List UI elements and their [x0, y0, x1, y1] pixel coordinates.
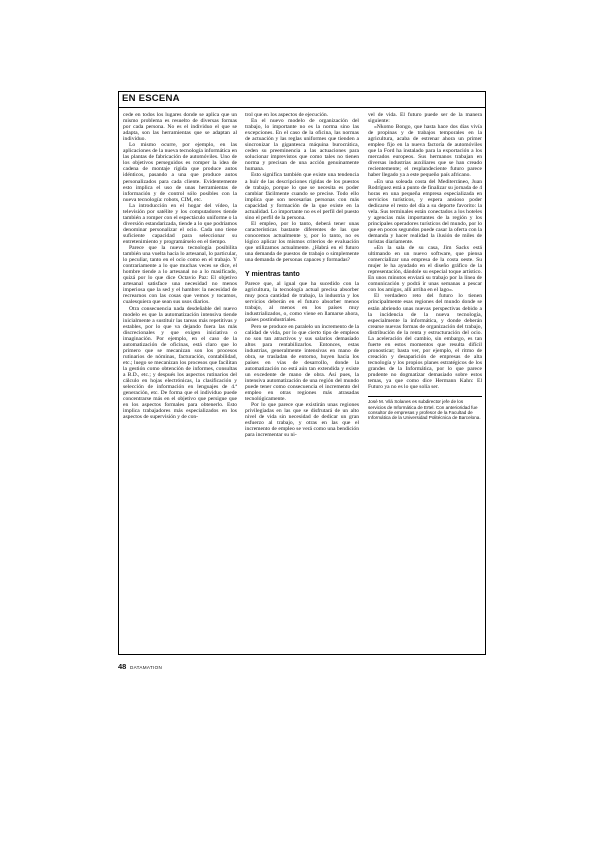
author-note: José M. Vilá Solanes es subdirector jefe de los servicios de Informática de Ertel. Con anterioridad fue consultor de empresas y profesor de la Facultad de Informática de la Universidad Politécnica de Barcelona.	[368, 396, 482, 421]
paragraph: »En una soleada costa del Mediterráneo, Juan Rodríguez está a punto de finalizar su jornada de 4 horas en una pequeña empresa especializada en servicios turísticos, y espera ansioso poder dedicarse el resto del día a su deporte favorito: la vela. Sus terminales están conectados a los hoteles y agencias más importantes de la región y los principales operadores turísticos del mundo, por lo que en pocos segundos puede casar la oferta con la demanda y hacer realidad la ilusión de miles de turistas diariamente.	[368, 178, 482, 245]
paragraph: Parece que, al igual que ha sucedido con la agricultura, la tecnología actual precisa absorber muy poca cantidad de trabajo, la industria y los servicios deberán en el futuro absorber menos trabajo, al menos en los países muy industrializados, o, como viene en llamarse ahora, países postindustriales.	[245, 281, 359, 324]
paragraph: Parece que la nueva tecnología posibilita también una vuelta hacia lo artesanal, lo particular, lo peculiar, tanto en el ocio como en el trabajo. Y contrariamente a lo que muchas veces se dice, el hombre tiende a lo artesanal no a lo masificado, quizá por lo que dice Octavio Paz: El objetivo artesanal satisface una necesidad no menos imperiosa que la sed y el hambre: la necesidad de recrearnos con las cosas que vemos y tocamos, cualesquiera que sean sus usos diarios.	[123, 245, 237, 306]
paragraph: cede en todos los lugares donde se aplica que un mismo problema es resuelto de diversas formas por cada persona. No es el individuo el que se adapta, son las herramientas que se adaptan al individuo.	[123, 112, 237, 143]
text-column-2	[245, 112, 359, 652]
subheading: Y mientras tanto	[245, 271, 300, 279]
text-column-1	[123, 112, 237, 652]
page-number: 48	[118, 662, 127, 671]
page-footer	[118, 662, 162, 671]
paragraph: »En la sala de su casa, Jim Sacks está ultimando en un nuevo software, que piensa comercializar una empresa de la costa oeste. Su mujer le ha ayudado en el diseño gráfico de la representación, dándole su especial toque artístico. En unos minutos enviará su trabajo por la línea de comunicación y podrá ir unas semanas a pescar con los amigos, allí arriba en el lago».	[368, 245, 482, 294]
paragraph: Pero se produce en paralelo un incremento de la calidad de vida, por lo que cierto tipo de empleos no son tan atractivos y sus salarios demasiado altos para rentabilizarlos. Entonces, estas industrias, generalmente intensivas en mano de obra, se trasladan de entorno, huyen hacia los países en vías de desarrollo, donde la automatización no está aún tan extendida y existe un excedente de mano de obra. Así pues, la intensiva automatización de una región del mundo puede tener como consecuencia el incremento del empleo en otras regiones más atrasadas tecnológicamente.	[245, 323, 359, 403]
paragraph: Por lo que parece que existirán unas regiones privilegiadas en las que se disfrutará de un alto nivel de vida sin necesidad de dedicar un gran esfuerzo al trabajo, y otras en las que el incremento de empleo se verá como una bendición para incrementar su ni-	[245, 402, 359, 439]
paragraph: Lo mismo ocurre, por ejemplo, en las aplicaciones de la nueva tecnología informática en las plantas de fabricación de automóviles. Uno de los objetivos perseguidos es romper la idea de cadena de montaje rígida que produce autos idénticos, pasando a una que produce autos personalizados para cada cliente. Evidentemente esto implica el uso de unas herramientas de información y de control sólo posibles con la nueva tecnología: robots, CIM, etc.	[123, 142, 237, 203]
paragraph: Otra consecuencia nada desdeñable del nuevo modelo es que la automatización intensiva tiende inicialmente a sustituir las tareas más repetitivas y estables, por lo que va dejando fuera las más discrecionales y que exigen iniciativa o imaginación. Por ejemplo, en el caso de la automatización de oficinas, está claro que lo primero que se mecanizan son los procesos rutinarios de nóminas, facturación, contabilidad, etc.; luego se mecanizan los procesos que facilitan la gestión como obtención de informes, consultas a B.D., etc.; y después los aspectos rutinarios del cálculo en hojas electrónicas, la clasificación y selección de información en lenguajes de 4.ª generación, etc. De forma que el individuo puede concentrarse más en el objetivo que persigue que en los aspectos formales para obtenerlo. Esto implica trabajadores más especializados en los aspectos de supervisión y de con-	[123, 305, 237, 421]
paragraph: vel de vida. El futuro puede ser de la manera siguiente:	[368, 112, 482, 125]
paragraph: El verdadero reto del futuro lo tienen principalmente esas regiones del mundo donde se están abriendo unas nuevas perspectivas debido a la incidencia de la nueva tecnología, especialmente la informática, y donde deberán crearse nuevas formas de organización del trabajo, distribución de la renta y estructuración del ocio. La aceleración del cambio, sin embargo, es tan fuerte en estos momentos que resulta difícil pronosticar; basta ver, por ejemplo, el ritmo de creación y desaparición de empresas de alta tecnología y los propios planes estratégicos de los grandes de la Informática, por lo que parece prudente no dogmatizar demasiado sobre estos temas, ya que como dice Hermann Kahn: El Futuro ya no es lo que solía ser.	[368, 293, 482, 391]
text-column-3	[368, 112, 482, 652]
paragraph: El empleo, por lo tanto, deberá tener unas características bastante diferentes de las que conocemos actualmente y, por lo tanto, no es lógico aplicar los mismos criterios de evaluación que utilizamos actualmente. ¿Habrá en el futuro una demanda de puestos de trabajo o simplemente una demanda de personas capaces y formadas?	[245, 220, 359, 264]
paragraph: trol que en los aspectos de ejecución.	[245, 112, 329, 118]
paragraph: La introducción en el hogar del vídeo, la televisión por satélite y los computadores tiende también a romper con el espectáculo uniforme o la diversión estandarizada, tiende a lo que podríamos denominar personalizar el ocio. Cada uno tiene suficiente capacidad para seleccionar su entretenimiento y programárselo en el tiempo.	[123, 202, 237, 245]
paragraph: «Nkomo Bongo, que hasta hace dos días vivía de propinas y de trabajos temporales en la agricultura, acaba de estrenar ahora un primer empleo fijo en la nueva factoría de automóviles que la Ford ha instalado para la exportación a los mercados europeos. Sus hermanos trabajan en diversas industrias auxiliares que se han creado recientemente; el resplandeciente futuro parece haber llegado ya a este pequeño país africano.	[368, 124, 482, 179]
paragraph: Esto significa también que existe una tendencia a huir de las descripciones rígidas de los puestos de trabajo, porque lo que se necesita es poder cambiar fácilmente cuando se precise. Todo ello implica que son necesarias personas con más capacidad y formación de la que existe en la actualidad. Lo importante no es el perfil del puesto sino el perfil de la persona.	[245, 172, 359, 221]
paragraph: En el nuevo modelo de organización del trabajo, lo importante no es la norma sino las excepciones. En el caso de la oficina, las normas de actuación y las reglas uniformes que tienden a sincronizar la gigantesca máquina burocrática, ceden su preeminencia a las actuaciones para solucionar imprevistos que como tales no tienen norma y precisan de una acción genuinamente humana.	[245, 118, 359, 173]
section-title: EN ESCENA	[122, 93, 180, 104]
magazine-brand: DATAMATION	[130, 665, 163, 670]
section-header	[119, 92, 485, 108]
article-frame	[118, 91, 486, 655]
